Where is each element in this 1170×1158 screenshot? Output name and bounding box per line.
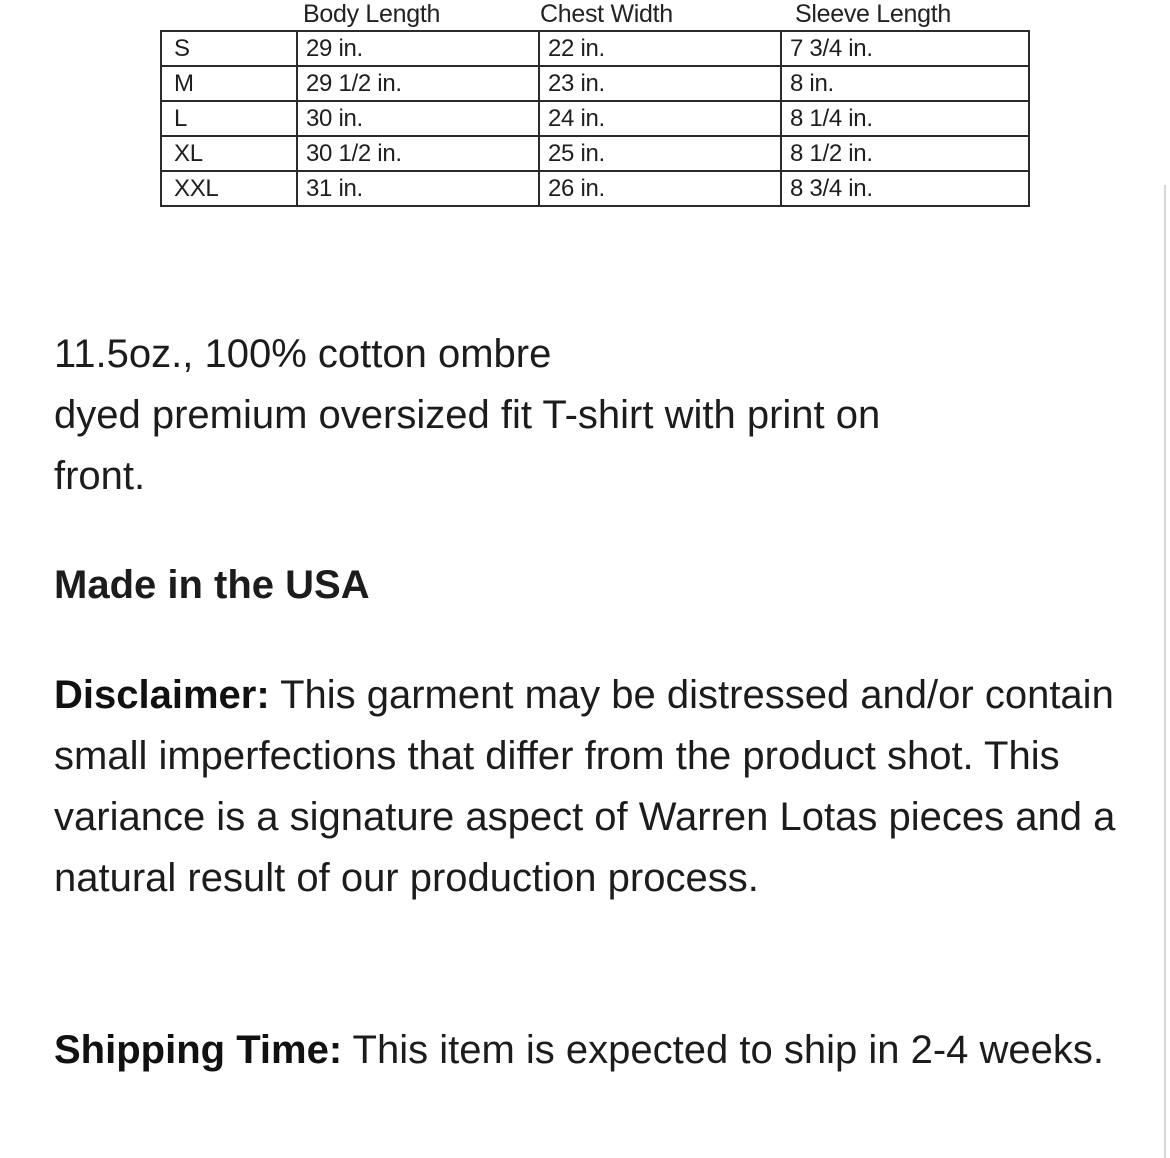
table-row [161, 171, 1029, 206]
header-sleeve-length: Sleeve Length [795, 0, 951, 28]
header-body-length: Body Length [303, 0, 441, 28]
size-cell: XL [161, 136, 297, 171]
fabric-description [54, 324, 1134, 507]
chest-width-cell: 25 in. [539, 136, 781, 171]
made-in-usa: Made in the USA [54, 563, 370, 607]
fabric-line-3: front. [54, 454, 146, 498]
disclaimer-label: Disclaimer: [54, 673, 270, 717]
sleeve-length-cell: 8 3/4 in. [781, 171, 1029, 206]
size-cell: XXL [161, 171, 297, 206]
size-cell: S [161, 31, 297, 66]
shipping-paragraph [54, 1020, 1134, 1081]
body-length-cell: 30 in. [297, 101, 539, 136]
size-chart-header [160, 0, 1030, 30]
table-row [161, 66, 1029, 101]
table-row [161, 136, 1029, 171]
table-row [161, 31, 1029, 66]
chest-width-cell: 24 in. [539, 101, 781, 136]
size-chart [160, 0, 1030, 207]
shipping-label: Shipping Time: [54, 1028, 343, 1072]
edge-divider [1164, 185, 1166, 1158]
sleeve-length-cell: 8 in. [781, 66, 1029, 101]
sleeve-length-cell: 8 1/2 in. [781, 136, 1029, 171]
chest-width-cell: 26 in. [539, 171, 781, 206]
chest-width-cell: 23 in. [539, 66, 781, 101]
fabric-line-1: 11.5oz., 100% cotton ombre [54, 332, 552, 376]
chest-width-cell: 22 in. [539, 31, 781, 66]
sleeve-length-cell: 7 3/4 in. [781, 31, 1029, 66]
sleeve-length-cell: 8 1/4 in. [781, 101, 1029, 136]
disclaimer-paragraph [54, 665, 1134, 909]
size-cell: M [161, 66, 297, 101]
header-chest-width: Chest Width [540, 0, 673, 28]
body-length-cell: 29 1/2 in. [297, 66, 539, 101]
disclaimer-text: This garment may be distressed and/or contain small imperfections that differ from the product shot. This variance is a signature aspect of Warren Lotas pieces and a natural result of our production process. [54, 673, 1116, 900]
body-length-cell: 30 1/2 in. [297, 136, 539, 171]
size-chart-table [160, 30, 1030, 207]
body-length-cell: 29 in. [297, 31, 539, 66]
size-cell: L [161, 101, 297, 136]
shipping-text: This item is expected to ship in 2-4 weeks. [352, 1028, 1104, 1072]
body-length-cell: 31 in. [297, 171, 539, 206]
fabric-line-2: dyed premium oversized fit T-shirt with print on [54, 393, 881, 437]
table-row [161, 101, 1029, 136]
